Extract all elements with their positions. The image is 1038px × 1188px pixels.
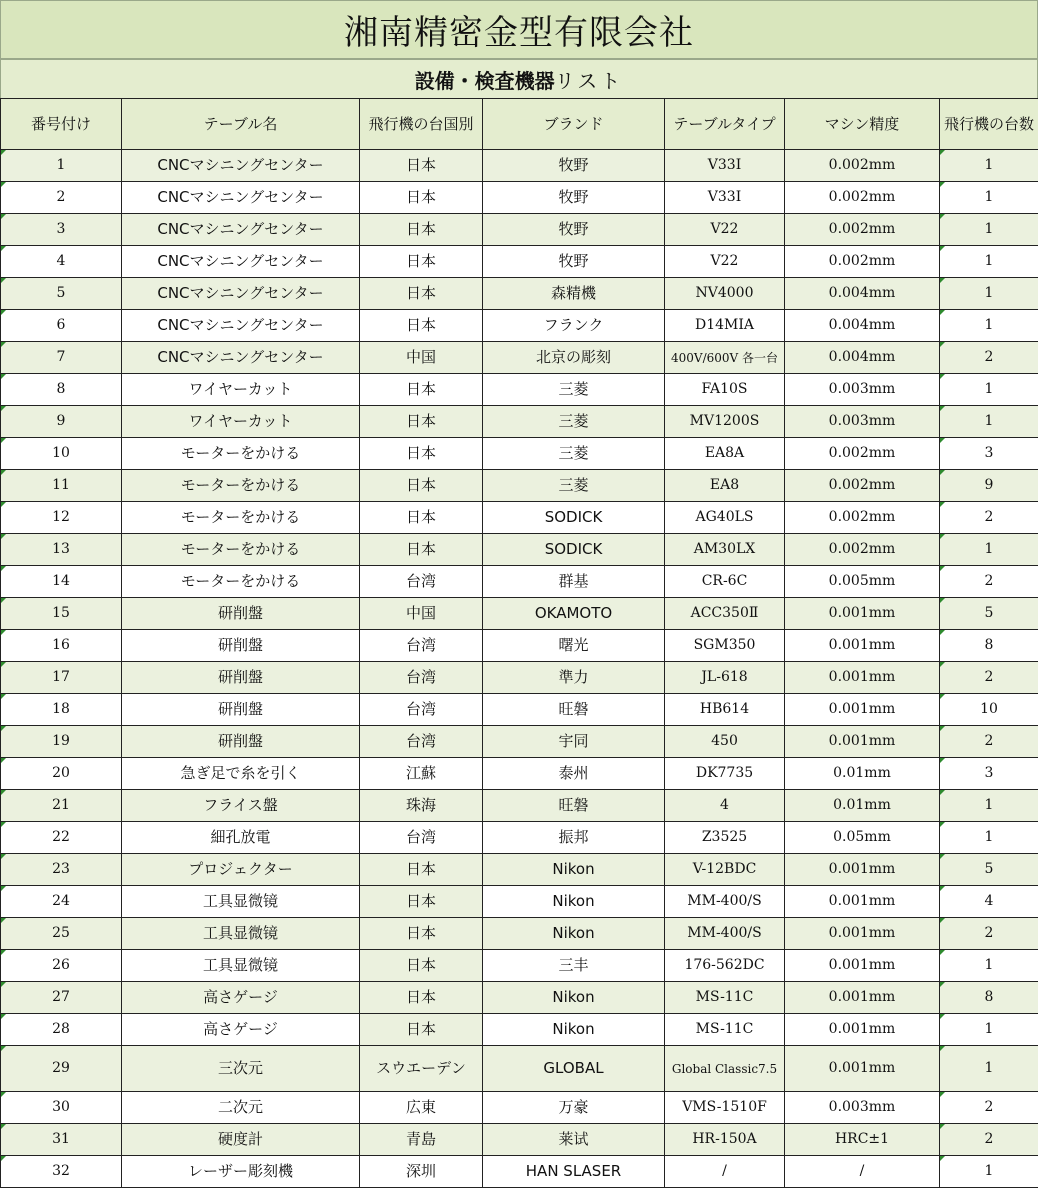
cell-number[interactable]: 12 [1,502,122,534]
cell-type[interactable]: HR-150A [665,1124,785,1156]
cell-type[interactable]: Global Classic7.5 [665,1046,785,1092]
cell-country[interactable]: 日本 [360,438,483,470]
header-cell-count[interactable]: 飛行機の台数 [940,99,1038,150]
table-row [1,310,1038,342]
cell-country[interactable]: 日本 [360,150,483,182]
cell-number[interactable]: 18 [1,694,122,726]
cell-number[interactable]: 9 [1,406,122,438]
cell-table-name[interactable]: CNCマシニングセンター [122,214,360,246]
cell-number[interactable]: 22 [1,822,122,854]
cell-table-name[interactable]: 硬度計 [122,1124,360,1156]
cell-type[interactable]: D14MIA [665,310,785,342]
cell-count[interactable]: 1 [940,1014,1038,1046]
table-row [1,1156,1038,1188]
cell-country[interactable]: 深圳 [360,1156,483,1188]
table-row [1,566,1038,598]
cell-brand[interactable]: 泰州 [483,758,665,790]
cell-count[interactable]: 2 [940,1124,1038,1156]
cell-brand[interactable]: フランク [483,310,665,342]
cell-country[interactable]: 日本 [360,310,483,342]
cell-number[interactable]: 6 [1,310,122,342]
cell-table-name[interactable]: モーターをかける [122,470,360,502]
cell-precision[interactable]: 0.003mm [785,1092,940,1124]
table-row [1,1014,1038,1046]
cell-brand[interactable]: Nikon [483,918,665,950]
header-cell-brand[interactable]: ブランド [483,99,665,150]
table-row [1,502,1038,534]
cell-country[interactable]: 日本 [360,182,483,214]
table-row [1,438,1038,470]
cell-table-name[interactable]: 研削盤 [122,630,360,662]
cell-type[interactable]: MM-400/S [665,886,785,918]
cell-type[interactable]: SGM350 [665,630,785,662]
subtitle-cell[interactable] [0,59,1038,99]
cell-number[interactable]: 8 [1,374,122,406]
cell-country[interactable]: 日本 [360,854,483,886]
cell-type[interactable]: AG40LS [665,502,785,534]
cell-table-name[interactable]: CNCマシニングセンター [122,278,360,310]
company-title-cell[interactable] [0,0,1038,59]
cell-table-name[interactable]: CNCマシニングセンター [122,150,360,182]
cell-country[interactable]: 台湾 [360,662,483,694]
cell-brand[interactable]: Nikon [483,854,665,886]
table-row [1,598,1038,630]
cell-type[interactable]: EA8A [665,438,785,470]
table-row [1,1092,1038,1124]
cell-country[interactable]: 日本 [360,1014,483,1046]
cell-precision[interactable]: 0.001mm [785,694,940,726]
cell-brand[interactable]: SODICK [483,534,665,566]
cell-table-name[interactable]: フライス盤 [122,790,360,822]
cell-number[interactable]: 13 [1,534,122,566]
cell-count[interactable]: 3 [940,758,1038,790]
cell-table-name[interactable]: CNCマシニングセンター [122,310,360,342]
cell-count[interactable]: 2 [940,502,1038,534]
cell-precision[interactable]: 0.001mm [785,918,940,950]
cell-precision[interactable]: 0.002mm [785,214,940,246]
cell-brand[interactable]: SODICK [483,502,665,534]
table-row [1,150,1038,182]
cell-table-name[interactable]: CNCマシニングセンター [122,246,360,278]
cell-precision[interactable]: 0.001mm [785,982,940,1014]
cell-number[interactable]: 32 [1,1156,122,1188]
cell-count[interactable]: 8 [940,982,1038,1014]
cell-brand[interactable]: GLOBAL [483,1046,665,1092]
cell-number[interactable]: 25 [1,918,122,950]
table-row [1,758,1038,790]
cell-table-name[interactable]: ワイヤーカット [122,374,360,406]
cell-count[interactable]: 1 [940,790,1038,822]
cell-count[interactable]: 1 [940,950,1038,982]
cell-number[interactable]: 15 [1,598,122,630]
cell-table-name[interactable]: CNCマシニングセンター [122,182,360,214]
cell-number[interactable]: 14 [1,566,122,598]
table-row [1,950,1038,982]
cell-table-name[interactable]: 高さゲージ [122,1014,360,1046]
cell-count[interactable]: 1 [940,534,1038,566]
cell-type[interactable]: HB614 [665,694,785,726]
cell-country[interactable]: 日本 [360,982,483,1014]
cell-precision[interactable]: 0.002mm [785,534,940,566]
cell-table-name[interactable]: 工具显微镜 [122,918,360,950]
cell-number[interactable]: 4 [1,246,122,278]
cell-precision[interactable]: 0.005mm [785,566,940,598]
cell-brand[interactable]: 三菱 [483,374,665,406]
cell-precision[interactable]: 0.003mm [785,374,940,406]
cell-brand[interactable]: OKAMOTO [483,598,665,630]
cell-table-name[interactable]: CNCマシニングセンター [122,342,360,374]
cell-number[interactable]: 7 [1,342,122,374]
cell-table-name[interactable]: 二次元 [122,1092,360,1124]
cell-number[interactable]: 27 [1,982,122,1014]
cell-count[interactable]: 9 [940,470,1038,502]
table-row [1,182,1038,214]
cell-brand[interactable]: 三菱 [483,470,665,502]
table-row [1,1124,1038,1156]
header-row [1,99,1038,150]
cell-type[interactable]: NV4000 [665,278,785,310]
cell-count[interactable]: 2 [940,918,1038,950]
cell-country[interactable]: 青島 [360,1124,483,1156]
cell-precision[interactable]: 0.002mm [785,150,940,182]
cell-number[interactable]: 30 [1,1092,122,1124]
cell-table-name[interactable]: 細孔放電 [122,822,360,854]
cell-type[interactable]: MS-11C [665,982,785,1014]
cell-precision[interactable]: 0.001mm [785,854,940,886]
cell-precision[interactable]: 0.001mm [785,950,940,982]
table-row [1,1046,1038,1092]
table-row [1,822,1038,854]
cell-country[interactable]: 珠海 [360,790,483,822]
cell-brand[interactable]: Nikon [483,886,665,918]
cell-country[interactable]: 中国 [360,342,483,374]
cell-type[interactable]: 4 [665,790,785,822]
table-row [1,886,1038,918]
cell-table-name[interactable]: モーターをかける [122,502,360,534]
table-row [1,982,1038,1014]
table-row [1,406,1038,438]
cell-type[interactable]: AM30LX [665,534,785,566]
table-row [1,246,1038,278]
cell-table-name[interactable]: 急ぎ足で糸を引く [122,758,360,790]
cell-number[interactable]: 3 [1,214,122,246]
cell-precision[interactable]: 0.002mm [785,502,940,534]
table-row [1,342,1038,374]
cell-type[interactable]: EA8 [665,470,785,502]
cell-brand[interactable]: 莱试 [483,1124,665,1156]
cell-country[interactable]: 台湾 [360,630,483,662]
cell-count[interactable]: 1 [940,1156,1038,1188]
cell-brand[interactable]: HAN SLASER [483,1156,665,1188]
cell-brand[interactable]: 旺磐 [483,694,665,726]
cell-country[interactable]: 日本 [360,406,483,438]
cell-table-name[interactable]: 工具显微镜 [122,886,360,918]
cell-number[interactable]: 2 [1,182,122,214]
cell-table-name[interactable]: 研削盤 [122,598,360,630]
cell-number[interactable]: 16 [1,630,122,662]
cell-brand[interactable]: Nikon [483,1014,665,1046]
cell-table-name[interactable]: モーターをかける [122,534,360,566]
cell-type[interactable]: MS-11C [665,1014,785,1046]
cell-type[interactable]: / [665,1156,785,1188]
cell-count[interactable]: 2 [940,1092,1038,1124]
cell-precision[interactable]: 0.01mm [785,790,940,822]
cell-type[interactable]: DK7735 [665,758,785,790]
cell-precision[interactable]: HRC±1 [785,1124,940,1156]
equipment-table [0,98,1038,1188]
cell-type[interactable]: MV1200S [665,406,785,438]
cell-brand[interactable]: 三丰 [483,950,665,982]
cell-precision[interactable]: 0.004mm [785,278,940,310]
cell-country[interactable]: 日本 [360,502,483,534]
subtitle-main: 設備・検査機器 [414,68,555,93]
cell-type[interactable]: V33I [665,150,785,182]
cell-table-name[interactable]: レーザー彫刻機 [122,1156,360,1188]
cell-country[interactable]: 日本 [360,214,483,246]
cell-precision[interactable]: 0.004mm [785,342,940,374]
cell-count[interactable]: 4 [940,886,1038,918]
cell-precision[interactable]: 0.001mm [785,598,940,630]
cell-brand[interactable]: Nikon [483,982,665,1014]
cell-precision[interactable]: / [785,1156,940,1188]
cell-number[interactable]: 20 [1,758,122,790]
cell-table-name[interactable]: 研削盤 [122,662,360,694]
cell-country[interactable]: 日本 [360,374,483,406]
table-row [1,214,1038,246]
cell-brand[interactable]: 曙光 [483,630,665,662]
cell-brand[interactable]: 牧野 [483,182,665,214]
cell-brand[interactable]: 旺磐 [483,790,665,822]
cell-brand[interactable]: 北京の彫刻 [483,342,665,374]
cell-country[interactable]: 広東 [360,1092,483,1124]
cell-number[interactable]: 11 [1,470,122,502]
cell-brand[interactable]: 牧野 [483,150,665,182]
cell-count[interactable]: 1 [940,182,1038,214]
cell-count[interactable]: 1 [940,150,1038,182]
cell-type[interactable]: MM-400/S [665,918,785,950]
header-cell-table-name[interactable]: テーブル名 [122,99,360,150]
cell-country[interactable]: 日本 [360,886,483,918]
cell-table-name[interactable]: モーターをかける [122,438,360,470]
cell-table-name[interactable]: モーターをかける [122,566,360,598]
cell-type[interactable]: V22 [665,214,785,246]
cell-brand[interactable]: 三菱 [483,438,665,470]
cell-number[interactable]: 26 [1,950,122,982]
cell-count[interactable]: 5 [940,598,1038,630]
cell-type[interactable]: 176-562DC [665,950,785,982]
cell-country[interactable]: 日本 [360,534,483,566]
cell-table-name[interactable]: ワイヤーカット [122,406,360,438]
cell-type[interactable]: ACC350Ⅱ [665,598,785,630]
cell-count[interactable]: 1 [940,310,1038,342]
cell-number[interactable]: 17 [1,662,122,694]
cell-count[interactable]: 2 [940,566,1038,598]
header-cell-country[interactable]: 飛行機の台国別 [360,99,483,150]
table-row [1,534,1038,566]
cell-count[interactable]: 2 [940,342,1038,374]
cell-number[interactable]: 24 [1,886,122,918]
header-cell-precision[interactable]: マシン精度 [785,99,940,150]
cell-country[interactable]: 日本 [360,918,483,950]
table-row [1,278,1038,310]
table-row [1,726,1038,758]
cell-number[interactable]: 19 [1,726,122,758]
cell-precision[interactable]: 0.01mm [785,758,940,790]
cell-count[interactable]: 1 [940,822,1038,854]
cell-country[interactable]: 台湾 [360,694,483,726]
cell-type[interactable]: CR-6C [665,566,785,598]
cell-count[interactable]: 1 [940,1046,1038,1092]
table-row [1,470,1038,502]
cell-precision[interactable]: 0.001mm [785,662,940,694]
cell-precision[interactable]: 0.001mm [785,1014,940,1046]
cell-number[interactable]: 28 [1,1014,122,1046]
cell-count[interactable]: 1 [940,278,1038,310]
cell-country[interactable]: スウエーデン [360,1046,483,1092]
cell-number[interactable]: 10 [1,438,122,470]
cell-precision[interactable]: 0.002mm [785,246,940,278]
cell-country[interactable]: 日本 [360,246,483,278]
cell-number[interactable]: 5 [1,278,122,310]
cell-country[interactable]: 台湾 [360,566,483,598]
table-row [1,918,1038,950]
cell-table-name[interactable]: 研削盤 [122,726,360,758]
cell-number[interactable]: 23 [1,854,122,886]
cell-table-name[interactable]: 工具显微镜 [122,950,360,982]
cell-count[interactable]: 10 [940,694,1038,726]
cell-country[interactable]: 日本 [360,278,483,310]
cell-country[interactable]: 日本 [360,470,483,502]
cell-type[interactable]: 450 [665,726,785,758]
cell-type[interactable]: V-12BDC [665,854,785,886]
table-row [1,630,1038,662]
cell-table-name[interactable]: 高さゲージ [122,982,360,1014]
cell-type[interactable]: 400V/600V 各一台 [665,342,785,374]
cell-brand[interactable]: 牧野 [483,246,665,278]
cell-precision[interactable]: 0.001mm [785,1046,940,1092]
cell-brand[interactable]: 森精機 [483,278,665,310]
cell-count[interactable]: 5 [940,854,1038,886]
cell-brand[interactable]: 振邦 [483,822,665,854]
table-row [1,694,1038,726]
cell-number[interactable]: 1 [1,150,122,182]
cell-precision[interactable]: 0.001mm [785,630,940,662]
cell-country[interactable]: 台湾 [360,726,483,758]
cell-precision[interactable]: 0.002mm [785,438,940,470]
table-row [1,854,1038,886]
table-row [1,662,1038,694]
cell-type[interactable]: JL-618 [665,662,785,694]
cell-count[interactable]: 3 [940,438,1038,470]
table-row [1,790,1038,822]
cell-table-name[interactable]: プロジェクター [122,854,360,886]
cell-brand[interactable]: 万豪 [483,1092,665,1124]
cell-count[interactable]: 2 [940,726,1038,758]
cell-number[interactable]: 29 [1,1046,122,1092]
cell-table-name[interactable]: 三次元 [122,1046,360,1092]
cell-count[interactable]: 2 [940,662,1038,694]
cell-number[interactable]: 21 [1,790,122,822]
cell-country[interactable]: 中国 [360,598,483,630]
cell-precision[interactable]: 0.004mm [785,310,940,342]
cell-brand[interactable]: 牧野 [483,214,665,246]
cell-type[interactable]: Z3525 [665,822,785,854]
cell-country[interactable]: 台湾 [360,822,483,854]
table-row [1,374,1038,406]
cell-precision[interactable]: 0.001mm [785,886,940,918]
cell-brand[interactable]: 宇同 [483,726,665,758]
cell-type[interactable]: FA10S [665,374,785,406]
cell-country[interactable]: 日本 [360,950,483,982]
header-cell-number[interactable]: 番号付け [1,99,122,150]
cell-count[interactable]: 1 [940,406,1038,438]
cell-type[interactable]: V33I [665,182,785,214]
cell-precision[interactable]: 0.05mm [785,822,940,854]
cell-country[interactable]: 江蘇 [360,758,483,790]
cell-count[interactable]: 1 [940,246,1038,278]
cell-number[interactable]: 31 [1,1124,122,1156]
cell-brand[interactable]: 三菱 [483,406,665,438]
cell-precision[interactable]: 0.001mm [785,726,940,758]
cell-precision[interactable]: 0.003mm [785,406,940,438]
cell-type[interactable]: VMS-1510F [665,1092,785,1124]
header-cell-type[interactable]: テーブルタイプ [665,99,785,150]
cell-brand[interactable]: 群基 [483,566,665,598]
cell-brand[interactable]: 準力 [483,662,665,694]
subtitle-suffix: リスト [554,68,624,93]
cell-count[interactable]: 8 [940,630,1038,662]
cell-table-name[interactable]: 研削盤 [122,694,360,726]
cell-precision[interactable]: 0.002mm [785,470,940,502]
cell-count[interactable]: 1 [940,214,1038,246]
cell-count[interactable]: 1 [940,374,1038,406]
cell-precision[interactable]: 0.002mm [785,182,940,214]
company-title: 湘南精密金型有限会社 [344,13,694,53]
cell-type[interactable]: V22 [665,246,785,278]
